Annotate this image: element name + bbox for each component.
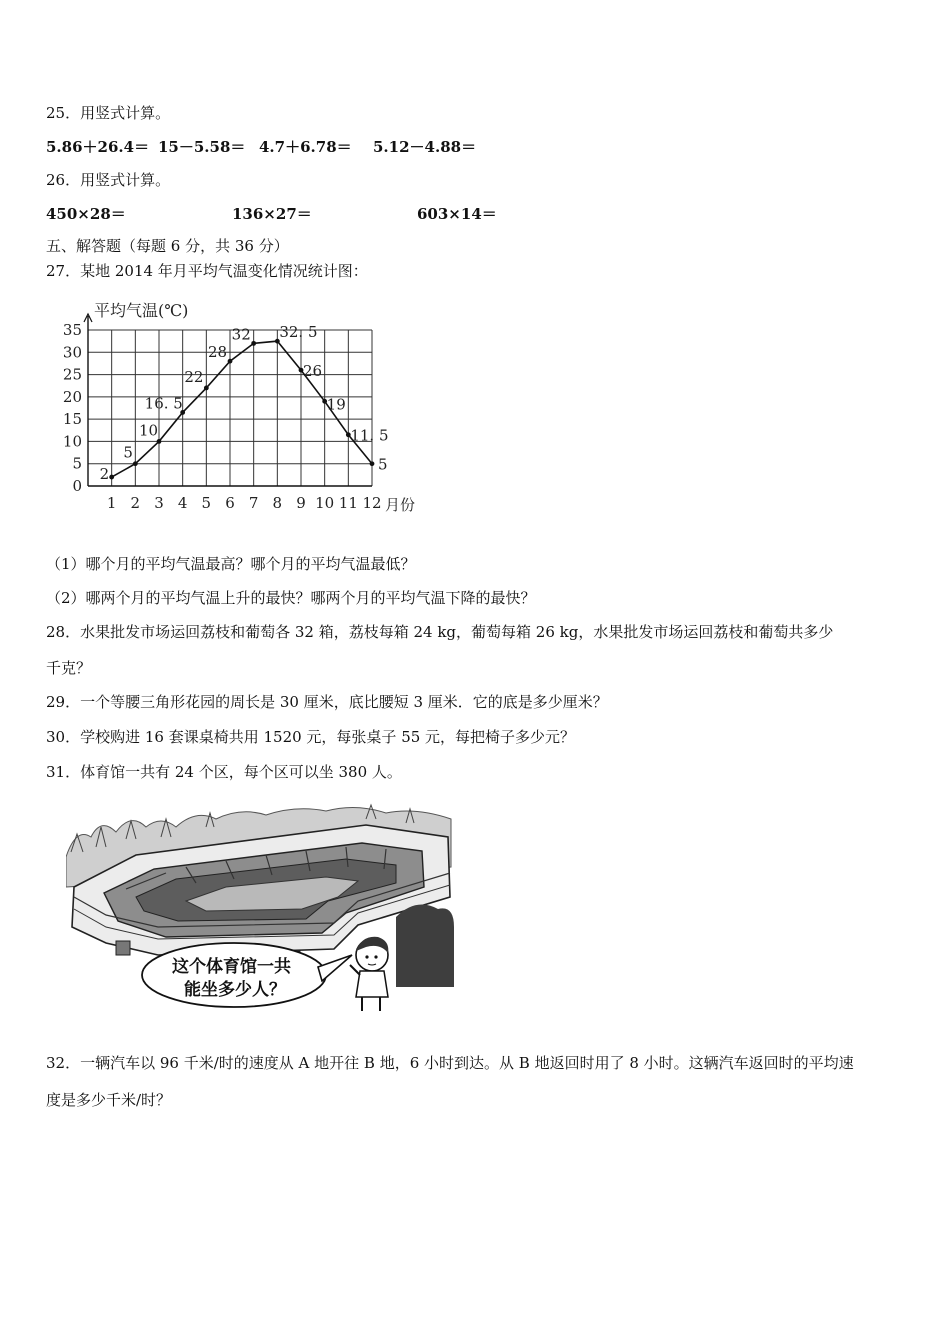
q27-sub2: （2）哪两个月的平均气温上升的最快？哪两个月的平均气温下降的最快？ <box>46 589 536 607</box>
q27-title: 27．某地 2014 年月平均气温变化情况统计图： <box>46 262 368 280</box>
data-label: 22 <box>184 367 204 386</box>
q26-title: 26．用竖式计算。 <box>46 171 171 189</box>
y-tick-label: 10 <box>62 432 82 451</box>
y-tick-label: 20 <box>62 387 82 406</box>
data-label: 11. 5 <box>350 426 389 445</box>
x-tick-label: 12 <box>362 494 382 512</box>
data-label: 2 <box>99 465 110 484</box>
q26-expr-2: 136×27＝ <box>232 205 312 223</box>
q25-expr-4: 5.12－4.88＝ <box>373 138 477 156</box>
data-label: 10 <box>139 421 159 440</box>
x-tick-label: 9 <box>296 494 306 512</box>
bubble-text-line1: 这个体育馆一共 <box>172 957 291 977</box>
data-label: 32. 5 <box>279 323 318 342</box>
q25-title: 25．用竖式计算。 <box>46 104 171 122</box>
y-tick-label: 5 <box>72 454 82 473</box>
data-point <box>204 386 209 391</box>
q28-line1: 28．水果批发市场运回荔枝和葡萄各 32 箱，荔枝每箱 24 kg，葡萄每箱 26 kg，水果批发市场运回荔枝和葡萄共多少 <box>46 623 834 641</box>
data-label: 19 <box>326 395 346 414</box>
q25-expr-3: 4.7＋6.78＝ <box>259 138 352 156</box>
data-point <box>109 475 114 480</box>
y-tick-label: 15 <box>62 410 82 429</box>
data-point <box>370 461 375 466</box>
data-point <box>133 461 138 466</box>
chart-xlabel: 月份 <box>385 496 416 514</box>
data-point <box>157 439 162 444</box>
data-label: 5 <box>378 455 388 474</box>
q32-line2: 度是多少千米/时？ <box>46 1091 172 1109</box>
data-point <box>251 341 256 346</box>
q25-expr-2: 15－5.58＝ <box>158 138 246 156</box>
y-tick-label: 35 <box>62 321 82 339</box>
q32-line1: 32．一辆汽车以 96 千米/时的速度从 A 地开往 B 地，6 小时到达。从 B 地返回时用了 8 小时。这辆汽车返回时的平均速 <box>46 1054 854 1072</box>
q28-line2: 千克？ <box>46 659 92 677</box>
q25-expr-1: 5.86＋26.4＝ <box>46 138 150 156</box>
chart-ylabel: 平均气温(℃) <box>94 301 189 320</box>
y-tick-label: 0 <box>72 477 82 495</box>
y-tick-label: 30 <box>62 343 82 362</box>
data-label: 28 <box>208 343 228 362</box>
boy-figure <box>350 937 388 1011</box>
q30-text: 30．学校购进 16 套课桌椅共用 1520 元，每张桌子 55 元，每把椅子多少元？ <box>46 728 576 746</box>
x-tick-label: 8 <box>272 494 283 512</box>
q29-text: 29．一个等腰三角形花园的周长是 30 厘米，底比腰短 3 厘米．它的底是多少厘米？ <box>46 693 608 711</box>
temperature-line-chart <box>60 298 440 520</box>
section5-title: 五、解答题（每题 6 分，共 36 分） <box>46 237 289 255</box>
bubble-text-line2: 能坐多少人？ <box>184 980 286 1000</box>
x-tick-label: 10 <box>315 494 335 512</box>
x-tick-label: 2 <box>130 494 141 512</box>
data-label: 26 <box>303 362 323 381</box>
x-tick-label: 5 <box>201 494 212 512</box>
x-tick-label: 1 <box>106 494 117 512</box>
x-tick-label: 3 <box>154 494 164 512</box>
data-label: 5 <box>123 443 133 462</box>
q31-text: 31．体育馆一共有 24 个区，每个区可以坐 380 人。 <box>46 763 402 781</box>
stadium-illustration <box>66 797 456 1019</box>
q26-expr-3: 603×14＝ <box>417 205 497 223</box>
x-tick-label: 4 <box>177 494 188 512</box>
data-label: 16. 5 <box>144 394 183 413</box>
data-label: 32 <box>231 325 251 344</box>
x-tick-label: 11 <box>338 494 358 512</box>
x-tick-label: 7 <box>248 494 259 512</box>
data-point <box>228 359 233 364</box>
q26-expr-1: 450×28＝ <box>46 205 126 223</box>
q27-sub1: （1）哪个月的平均气温最高？哪个月的平均气温最低？ <box>46 555 416 573</box>
x-tick-label: 6 <box>225 494 235 512</box>
y-tick-label: 25 <box>62 365 82 384</box>
